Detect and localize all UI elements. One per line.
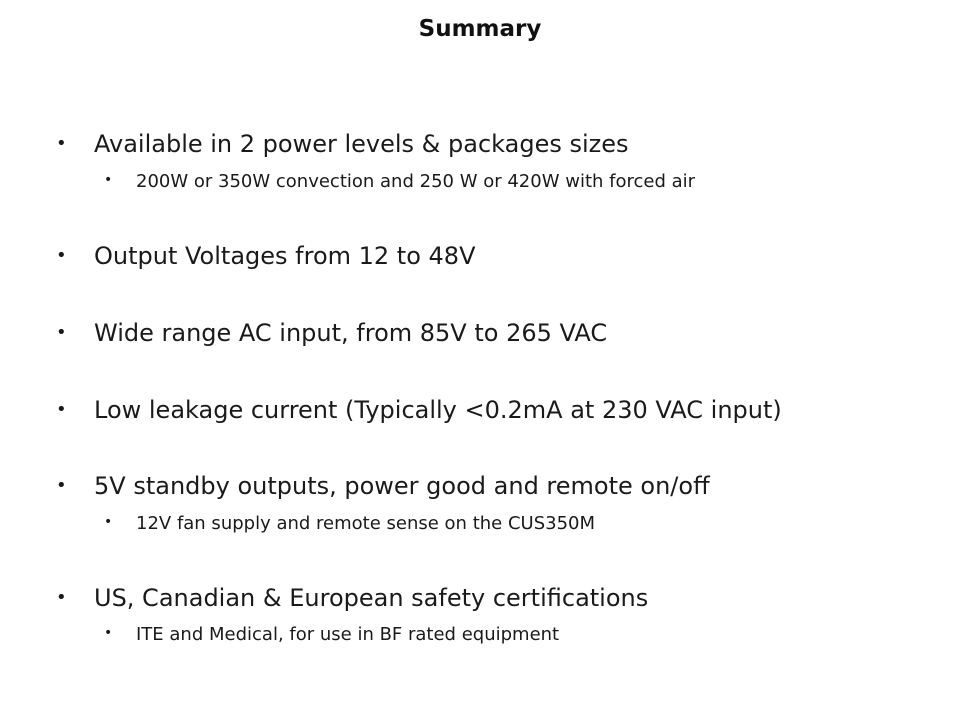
bullet-text: Available in 2 power levels & packages sizes xyxy=(94,130,629,158)
slide-title: Summary xyxy=(418,16,542,42)
bullet-item xyxy=(56,319,607,347)
sub-bullet-item xyxy=(104,624,559,645)
bullet-dot-icon: • xyxy=(56,244,67,266)
bullet-dot-icon: • xyxy=(56,474,67,496)
bullet-text: 5V standby outputs, power good and remote on/off xyxy=(94,472,710,500)
sub-bullet-dot-icon: • xyxy=(104,625,113,641)
bullet-dot-icon: • xyxy=(56,132,67,154)
bullet-item xyxy=(56,130,629,158)
bullet-text: Low leakage current (Typically <0.2mA at 230 VAC input) xyxy=(94,396,782,424)
sub-bullet-text: 12V fan supply and remote sense on the CUS350M xyxy=(136,513,596,534)
bullet-text: US, Canadian & European safety certifications xyxy=(94,584,649,612)
bullet-item xyxy=(56,396,782,424)
bullet-dot-icon: • xyxy=(56,321,67,343)
bullet-dot-icon: • xyxy=(56,398,67,420)
bullet-text: Output Voltages from 12 to 48V xyxy=(94,242,476,270)
bullet-text: Wide range AC input, from 85V to 265 VAC xyxy=(94,319,608,347)
bullet-item xyxy=(56,584,648,612)
bullet-item xyxy=(56,472,710,500)
bullet-dot-icon: • xyxy=(56,586,67,608)
sub-bullet-text: ITE and Medical, for use in BF rated equipment xyxy=(136,624,560,645)
bullet-item xyxy=(56,242,475,270)
sub-bullet-dot-icon: • xyxy=(104,172,113,188)
sub-bullet-item xyxy=(104,171,695,192)
sub-bullet-dot-icon: • xyxy=(104,514,113,530)
sub-bullet-item xyxy=(104,513,595,534)
sub-bullet-text: 200W or 350W convection and 250 W or 420W with forced air xyxy=(136,171,696,192)
